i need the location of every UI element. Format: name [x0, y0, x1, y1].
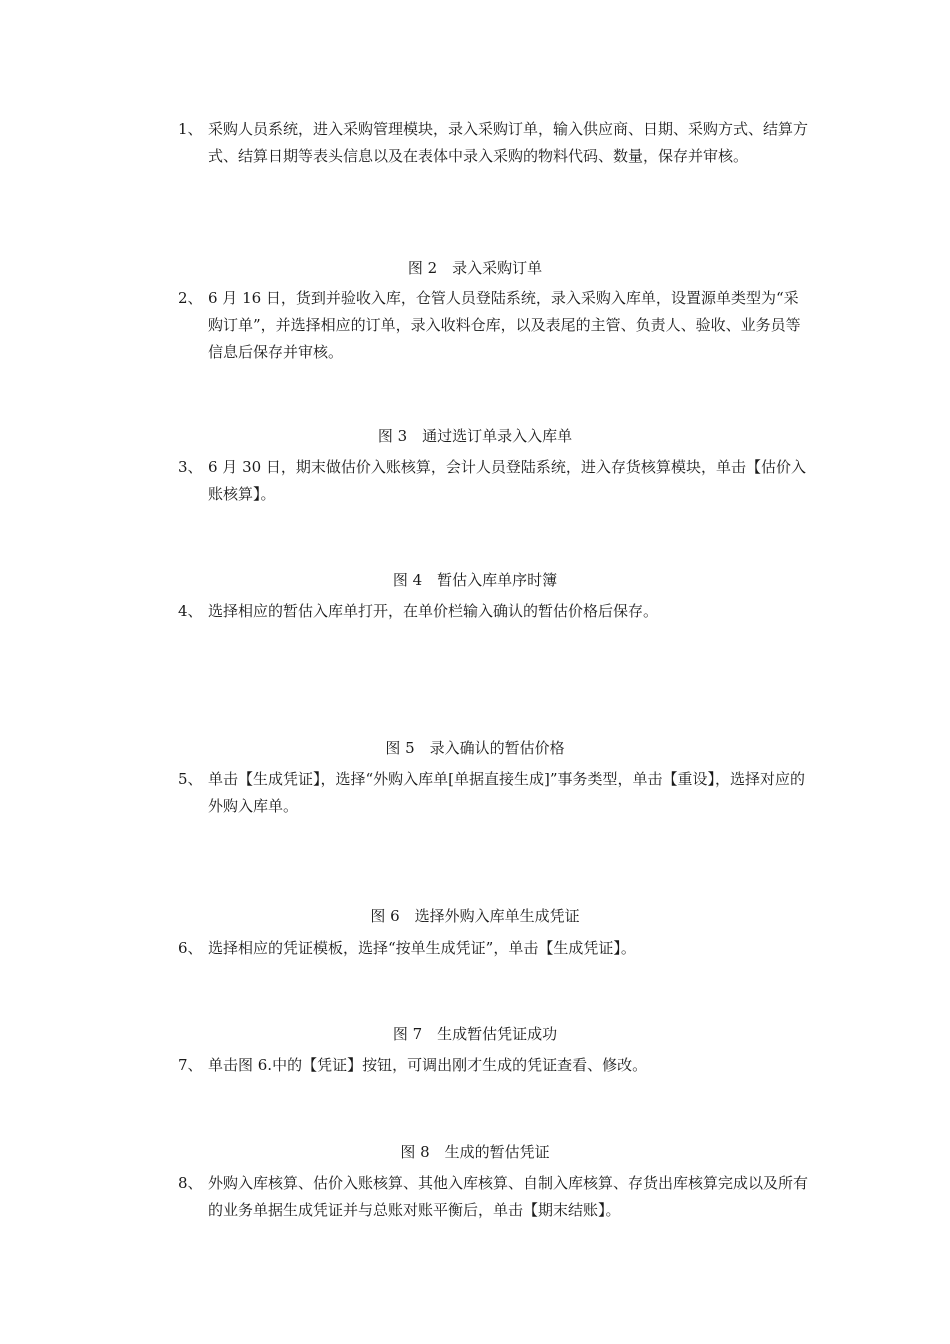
figure-caption: 图 4 暂估入库单序时簿 [392, 571, 558, 589]
step-1 [178, 116, 813, 170]
step-number: 1、 [178, 120, 203, 138]
step-number: 7、 [178, 1056, 203, 1074]
step-number: 2、 [178, 289, 203, 307]
step-7 [178, 1052, 813, 1079]
step-text: 外购入库核算、估价入账核算、其他入库核算、自制入库核算、存货出库核算完成以及所有的业务单据生成凭证并与总账对账平衡后，单击【期末结账】。 [208, 1174, 809, 1219]
step-2 [178, 285, 813, 366]
step-8 [178, 1170, 813, 1224]
figure-caption: 图 8 生成的暂估凭证 [400, 1143, 550, 1161]
step-number: 8、 [178, 1174, 203, 1192]
step-5 [178, 766, 813, 820]
step-text: 采购人员系统，进入采购管理模块，录入采购订单，输入供应商、日期、采购方式、结算方式、结算日期等表头信息以及在表体中录入采购的物料代码、数量，保存并审核。 [208, 120, 809, 165]
step-number: 6、 [178, 939, 203, 957]
step-6 [178, 935, 813, 962]
figure-caption: 图 2 录入采购订单 [407, 259, 543, 277]
step-4 [178, 598, 813, 625]
step-3 [178, 454, 813, 508]
step-number: 4、 [178, 602, 203, 620]
figure-caption: 图 3 通过选订单录入入库单 [377, 427, 573, 445]
step-text: 选择相应的凭证模板，选择“按单生成凭证”，单击【生成凭证】。 [208, 939, 636, 957]
step-text: 6 月 16 日，货到并验收入库，仓管人员登陆系统，录入采购入库单，设置源单类型为“采购订单”，并选择相应的订单，录入收料仓库，以及表尾的主管、负责人、验收、业务员等信息后保存并审核。 [208, 289, 801, 361]
step-number: 3、 [178, 458, 203, 476]
step-text: 单击【生成凭证】，选择“外购入库单[单据直接生成]”事务类型，单击【重设】，选择对应的外购入库单。 [208, 770, 806, 815]
step-text: 6 月 30 日，期末做估价入账核算，会计人员登陆系统，进入存货核算模块，单击【估价入账核算】。 [208, 458, 806, 503]
step-number: 5、 [178, 770, 203, 788]
figure-caption: 图 6 选择外购入库单生成凭证 [370, 907, 580, 925]
figure-caption: 图 7 生成暂估凭证成功 [392, 1025, 558, 1043]
step-text: 单击图 6.中的【凭证】按钮，可调出刚才生成的凭证查看、修改。 [208, 1056, 648, 1074]
figure-caption: 图 5 录入确认的暂估价格 [385, 739, 565, 757]
step-text: 选择相应的暂估入库单打开，在单价栏输入确认的暂估价格后保存。 [208, 602, 659, 620]
